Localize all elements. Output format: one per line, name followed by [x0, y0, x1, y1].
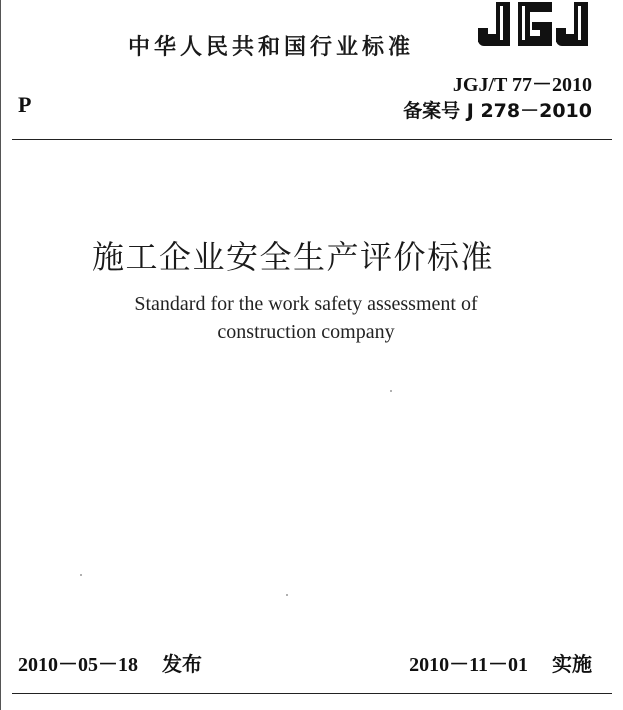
- print-speck: [286, 594, 288, 596]
- filing-number: 备案号 J 278－2010: [403, 100, 592, 122]
- print-speck: [80, 574, 82, 576]
- print-speck: [390, 390, 392, 392]
- publish-label: 发布: [162, 652, 202, 676]
- title-english-line-1: Standard for the work safety assessment of: [134, 293, 478, 315]
- publish-date-block: [18, 648, 202, 677]
- title-english-line-2: construction company: [217, 321, 395, 343]
- title-english: [60, 290, 552, 346]
- title-chinese: 施工企业安全生产评价标准: [92, 238, 495, 276]
- standard-codes: [403, 72, 592, 124]
- effective-label: 实施: [552, 652, 592, 676]
- category-letter: P: [18, 92, 32, 117]
- effective-date-block: [409, 648, 592, 677]
- top-divider: [12, 139, 612, 140]
- industry-standard-header: 中华人民共和国行业标准: [128, 35, 415, 60]
- jgj-logo: [474, 0, 594, 58]
- publish-date: 2010－05－18: [18, 654, 138, 676]
- effective-date: 2010－11－01: [409, 654, 528, 676]
- standard-number: JGJ/T 77－2010: [452, 74, 592, 96]
- page-left-edge: [0, 0, 1, 710]
- bottom-divider: [12, 693, 612, 694]
